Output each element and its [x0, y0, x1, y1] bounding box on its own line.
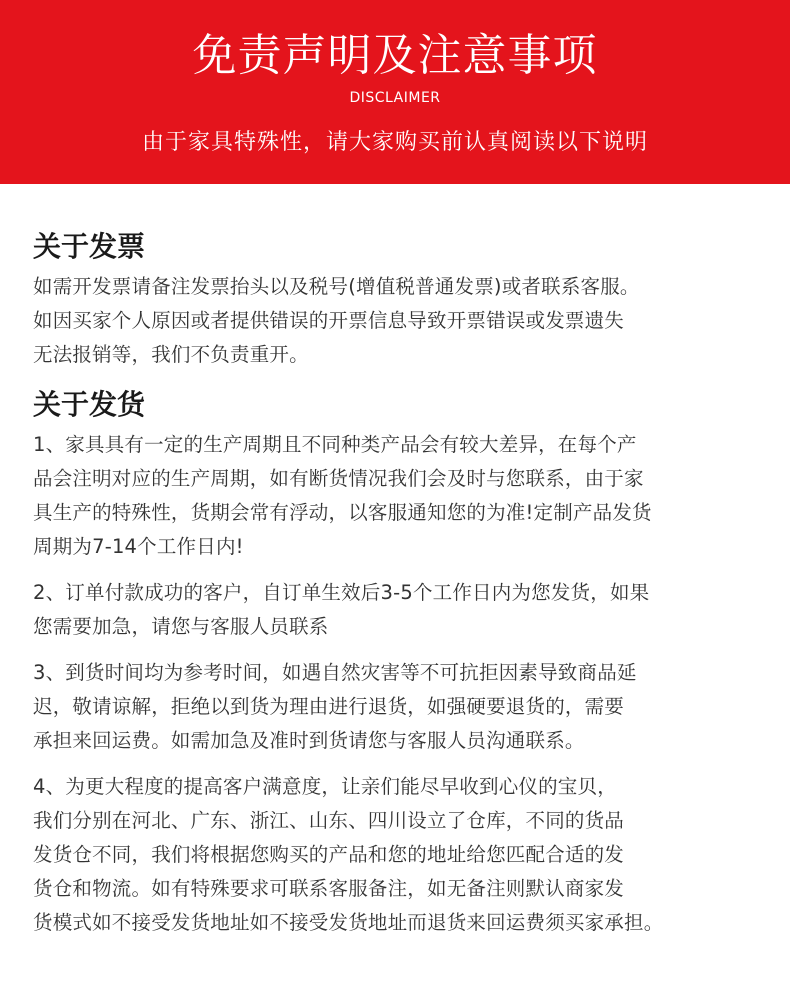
invoice-text: 如需开发票请备注发票抬头以及税号(增值税普通发票)或者联系客服。 如因买家个人原因或者提供错误的开票信息导致开票错误或发票遗失 无法报销等，我们不负责重开。 [33, 275, 640, 366]
invoice-section [33, 226, 778, 372]
shipping-item-2: 2、订单付款成功的客户，自订单生效后3-5个工作日内为您发货，如果 您需要加急，请您与客服人员联系 [33, 581, 650, 638]
banner-title: 免责声明及注意事项 [192, 30, 598, 81]
shipping-heading: 关于发货 [33, 388, 146, 421]
banner-note: 由于家具特殊性，请大家购买前认真阅读以下说明 [141, 130, 648, 155]
shipping-item-1: 1、家具具有一定的生产周期且不同种类产品会有较大差异，在每个产 品会注明对应的生产周期，如有断货情况我们会及时与您联系，由于家 具生产的特殊性，货期会常有浮动，以客服通知您的为准!定制产品发货 周期为7-14个工作日内! [33, 433, 652, 558]
shipping-section [33, 384, 778, 940]
shipping-item-3: 3、到货时间均为参考时间，如遇自然灾害等不可抗拒因素导致商品延 迟，敬请谅解，拒绝以到货为理由进行退货，如强硬要退货的，需要 承担来回运费。如需加急及准时到货请您与客服人员沟通联系。 [33, 661, 637, 752]
disclaimer-content [33, 226, 778, 940]
shipping-item-4: 4、为更大程度的提高客户满意度，让亲们能尽早收到心仪的宝贝， 我们分别在河北、广东、浙江、山东、四川设立了仓库，不同的货品 发货仓不同，我们将根据您购买的产品和您的地址给您匹配合适的发 货仓和物流。如有特殊要求可联系客服备注，如无备注则默认商家发 货模式如不接受发货地址如不接受发货地址而退货来回运费须买家承担。 [33, 775, 664, 934]
disclaimer-banner [0, 0, 790, 184]
invoice-heading: 关于发票 [33, 230, 146, 263]
banner-subtitle: DISCLAIMER [349, 90, 441, 106]
